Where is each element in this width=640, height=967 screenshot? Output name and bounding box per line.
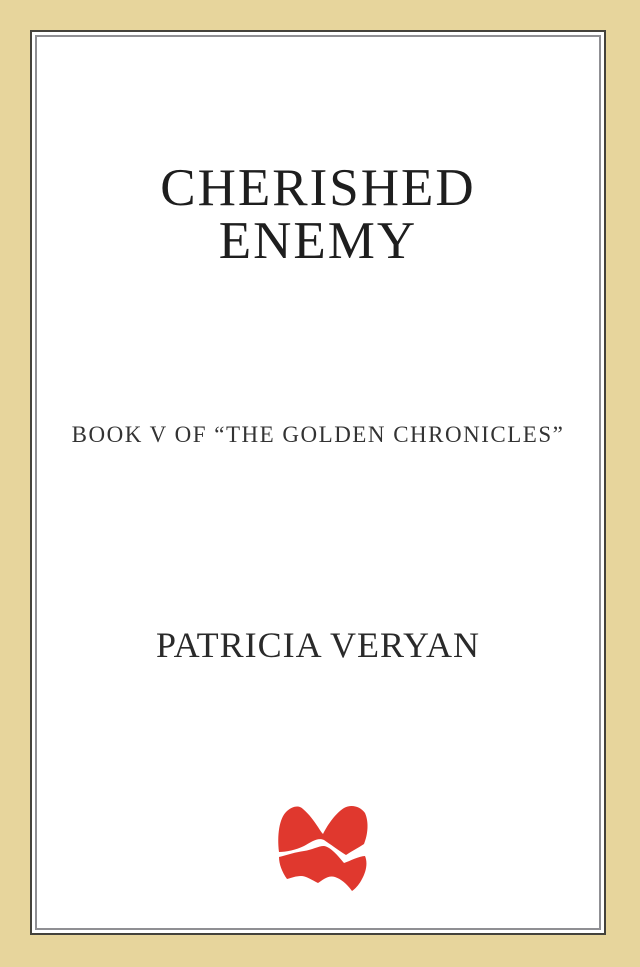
series-subtitle: BOOK V OF “THE GOLDEN CHRONICLES” [71,422,565,447]
book-title-line2: ENEMY [218,212,418,270]
book-title [37,159,599,270]
title-page-paper [30,30,606,935]
logo-bottom-ribbon [279,846,366,891]
title-page-border-frame [35,35,601,930]
book-title-line1: CHERISHED [160,159,476,217]
author-name: PATRICIA VERYAN [155,625,481,665]
macmillan-flag-logo-icon [274,800,374,894]
